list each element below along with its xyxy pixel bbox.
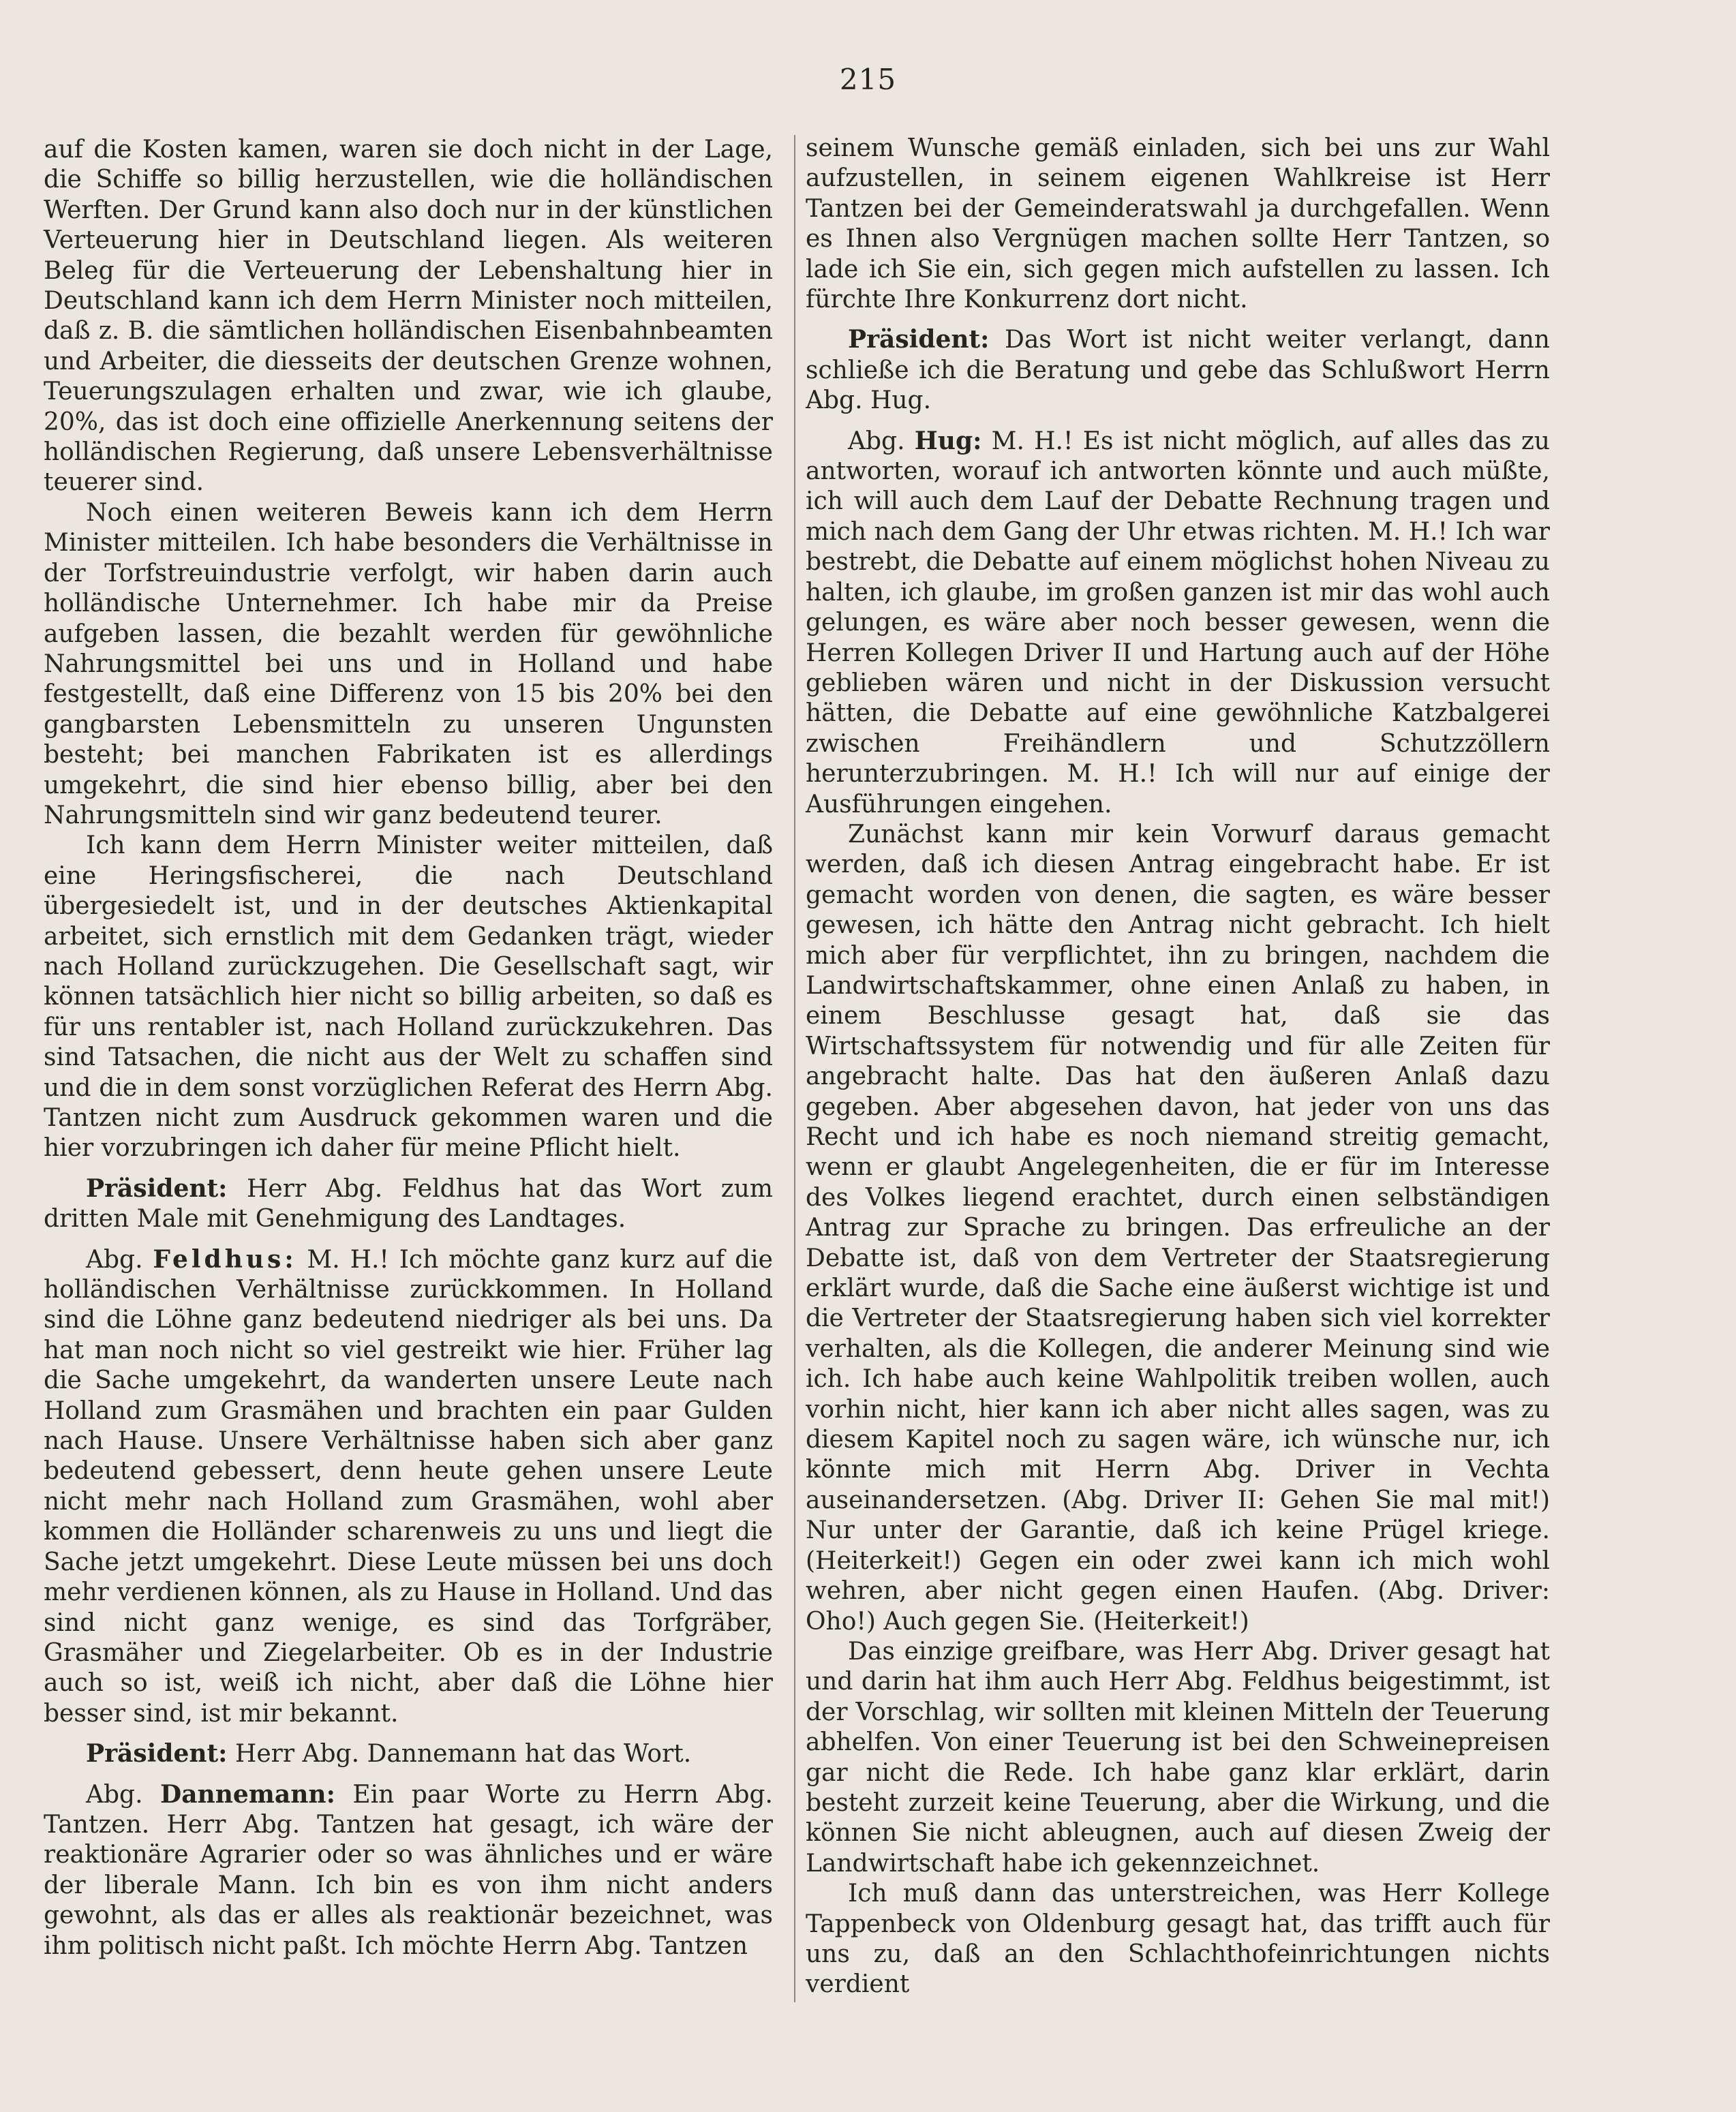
speaker-label-praesident: Präsident: — [86, 1739, 228, 1769]
speaker-prefix: Abg. — [86, 1245, 153, 1274]
speech-text: M. H.! Es ist nicht möglich, auf alles das zu antworten, worauf ich antworten könnte und auch müßte, ich will auch dem Lauf der Debatte Rechnung tragen und mich nach dem Gang der Uhr etwas richten. M. H.! Ich war bestrebt, die Debatte auf einem möglichst hohen Niveau zu halten, ich glaube, im großen ganzen ist mir das wohl auch gelungen, es wäre aber noch besser gewesen, wenn die Herren Kollegen Driver II und Hartung auch auf der Höhe geblieben wären und nicht in der Diskussion versucht hätten, die Debatte auf eine gewöhnliche Katzbalgerei zwischen Freihändlern und Schutzzöllern herunterzubringen. M. H.! Ich will nur auf einige der Ausführungen eingehen. — [806, 427, 1550, 818]
speech-text: Herr Abg. Feldhus hat das Wort zum dritten Male mit Genehmigung des Landtages. — [44, 1174, 773, 1234]
speaker-label-feldhus: Feldhus: — [153, 1244, 297, 1274]
right-paragraph-3 — [806, 426, 1550, 820]
right-column — [806, 134, 1550, 2000]
left-paragraph-2: Noch einen weiteren Beweis kann ich dem Herrn Minister mitteilen. Ich habe besonders die Verhältnisse in der Torfstreuindustrie verfolgt, wir haben darin auch holländische Unternehmer. Ich habe mir da Preise aufgeben lassen, die bezahlt werden für gewöhnliche Nahrungsmittel bei uns und in Holland und habe festgestellt, daß eine Differenz von 15 bis 20% bei den gangbarsten Lebensmitteln zu unseren Ungunsten besteht; bei manchen Fabrikaten ist es allerdings umgekehrt, die sind hier ebenso billig, aber bei den Nahrungsmitteln sind wir ganz bedeutend teurer. — [44, 498, 773, 829]
right-paragraph-5: Das einzige greifbare, was Herr Abg. Driver gesagt hat und darin hat ihm auch Herr Abg. Feldhus beigestimmt, ist der Vorschlag, wir sollten mit kleinen Mitteln der Teuerung abhelfen. Von einer Teuerung ist bei den Schweinepreisen gar nicht die Rede. Ich habe ganz klar erklärt, darin besteht zurzeit keine Teuerung, aber die Wirkung, und die können Sie nicht ableugnen, auch auf diesen Zweig der Landwirtschaft habe ich gekennzeichnet. — [806, 1637, 1550, 1878]
left-paragraph-4 — [44, 1174, 773, 1235]
page-number: 215 — [839, 63, 897, 96]
left-column — [44, 135, 773, 1961]
right-paragraph-1: seinem Wunsche gemäß einladen, sich bei uns zur Wahl aufzustellen, in seinem eigenen Wahlkreise ist Herr Tantzen bei der Gemeinderatswahl ja durchgefallen. Wenn es Ihnen also Vergnügen machen sollte Herr Tantzen, so lade ich Sie ein, sich gegen mich aufstellen zu lassen. Ich fürchte Ihre Konkurrenz dort nicht. — [806, 134, 1550, 314]
speaker-label-dannemann: Dannemann: — [160, 1779, 335, 1809]
speaker-label-praesident: Präsident: — [86, 1174, 228, 1203]
speaker-label-praesident: Präsident: — [848, 325, 990, 354]
left-paragraph-1: auf die Kosten kamen, waren sie doch nicht in der Lage, die Schiffe so billig herzustellen, wie die holländischen Werften. Der Grund kann also doch nur in der künstlichen Verteuerung hier in Deutschland liegen. Als weiteren Beleg für die Verteuerung der Lebenshaltung hier in Deutschland kann ich dem Herrn Minister noch mitteilen, daß z. B. die sämtlichen holländischen Eisenbahnbeamten und Arbeiter, die diesseits der deutschen Grenze wohnen, Teuerungszulagen erhalten und zwar, wie ich glaube, 20%, das ist doch eine offizielle Anerkennung seitens der holländischen Regierung, daß unsere Lebensverhältnisse teuerer sind. — [44, 136, 773, 497]
left-paragraph-6 — [44, 1739, 773, 1769]
speaker-prefix: Abg. — [86, 1780, 160, 1809]
column-divider — [794, 135, 795, 2002]
left-paragraph-5 — [44, 1244, 773, 1730]
right-paragraph-2 — [806, 324, 1550, 416]
left-paragraph-3: Ich kann dem Herrn Minister weiter mitteilen, daß eine Heringsfischerei, die nach Deutschland übergesiedelt ist, und in der deutsches Aktienkapital arbeitet, sich ernstlich mit dem Gedanken trägt, wieder nach Holland zurückzugehen. Die Gesellschaft sagt, wir können tatsächlich hier nicht so billig arbeiten, so daß es für uns rentabler ist, nach Holland zurückzukehren. Das sind Tatsachen, die nicht aus der Welt zu schaffen sind und die in dem sonst vorzüglichen Referat des Herrn Abg. Tantzen nicht zum Ausdruck gekommen waren und die hier vorzubringen ich daher für meine Pflicht hielt. — [44, 831, 773, 1163]
speaker-prefix: Abg. — [848, 427, 915, 455]
speaker-label-hug: Hug: — [914, 426, 982, 455]
left-paragraph-7 — [44, 1779, 773, 1961]
speech-text: Herr Abg. Dannemann hat das Wort. — [227, 1740, 692, 1769]
speech-text: M. H.! Ich möchte ganz kurz auf die holländischen Verhältnisse zurückkommen. In Holland sind die Löhne ganz bedeutend niedriger als bei uns. Da hat man noch nicht so viel gestreikt wie hier. Früher lag die Sache umgekehrt, da wanderten unsere Leute nach Holland zum Grasmähen und brachten ein paar Gulden nach Hause. Unsere Verhältnisse haben sich aber ganz bedeutend gebessert, denn heute gehen unsere Leute nicht mehr nach Holland zum Grasmähen, wohl aber kommen die Holländer scharenweis zu uns und liegt die Sache jetzt umgekehrt. Diese Leute müssen bei uns doch mehr verdienen können, als zu Hause in Holland. Und das sind nicht ganz wenige, es sind das Torfgräber, Grasmäher und Ziegelarbeiter. Ob es in der Industrie auch so ist, weiß ich nicht, aber daß die Löhne hier besser sind, ist mir bekannt. — [44, 1245, 773, 1728]
speech-text: Ein paar Worte zu Herrn Abg. Tantzen. Herr Abg. Tantzen hat gesagt, ich wäre der reaktionäre Agrarier oder so was ähnliches und er wäre der liberale Mann. Ich bin es von ihm nicht anders gewohnt, als das er alles als reaktionär bezeichnet, was ihm politisch nicht paßt. Ich möchte Herrn Abg. Tantzen — [44, 1780, 773, 1960]
right-paragraph-6: Ich muß dann das unterstreichen, was Herr Kollege Tappenbeck von Oldenburg gesagt hat, das trifft auch für uns zu, daß an den Schlachthofeinrichtungen nichts verdient — [806, 1880, 1550, 1999]
speech-text: Das Wort ist nicht weiter verlangt, dann schließe ich die Beratung und gebe das Schlußwort Herrn Abg. Hug. — [806, 326, 1550, 415]
right-paragraph-4: Zunächst kann mir kein Vorwurf daraus gemacht werden, daß ich diesen Antrag eingebracht habe. Er ist gemacht worden von denen, die sagten, es wäre besser gewesen, ich hätte den Antrag nicht gebracht. Ich hielt mich aber für verpflichtet, ihn zu bringen, nachdem die Landwirtschaftskammer, ohne einen Anlaß zu haben, in einem Beschlusse gesagt hat, daß sie das Wirtschaftssystem für notwendig und für alle Zeiten für angebracht halte. Das hat den äußeren Anlaß dazu gegeben. Aber abgesehen davon, hat jeder von uns das Recht und ich habe es noch niemand streitig gemacht, wenn er glaubt Angelegenheiten, die er für im Interesse des Volkes liegend erachtet, durch einen selbständigen Antrag zur Sprache zu bringen. Das erfreuliche an der Debatte ist, daß von dem Vertreter der Staatsregierung erklärt wurde, daß die Sache eine äußerst wichtige ist und die Vertreter der Staatsregierung haben sich viel korrekter verhalten, als die Kollegen, die anderer Meinung sind wie ich. Ich habe auch keine Wahlpolitik treiben wollen, auch vorhin nicht, hier kann ich aber nicht alles sagen, was zu diesem Kapitel noch zu sagen wäre, ich wünsche nur, ich könnte mich mit Herrn Abg. Driver in Vechta auseinandersetzen. (Abg. Driver II: Gehen Sie mal mit!) Nur unter der Garantie, daß ich keine Prügel kriege. (Heiterkeit!) Gegen ein oder zwei kann ich mich wohl wehren, aber nicht gegen einen Haufen. (Abg. Driver: Oho!) Auch gegen Sie. (Heiterkeit!) — [806, 820, 1550, 1636]
